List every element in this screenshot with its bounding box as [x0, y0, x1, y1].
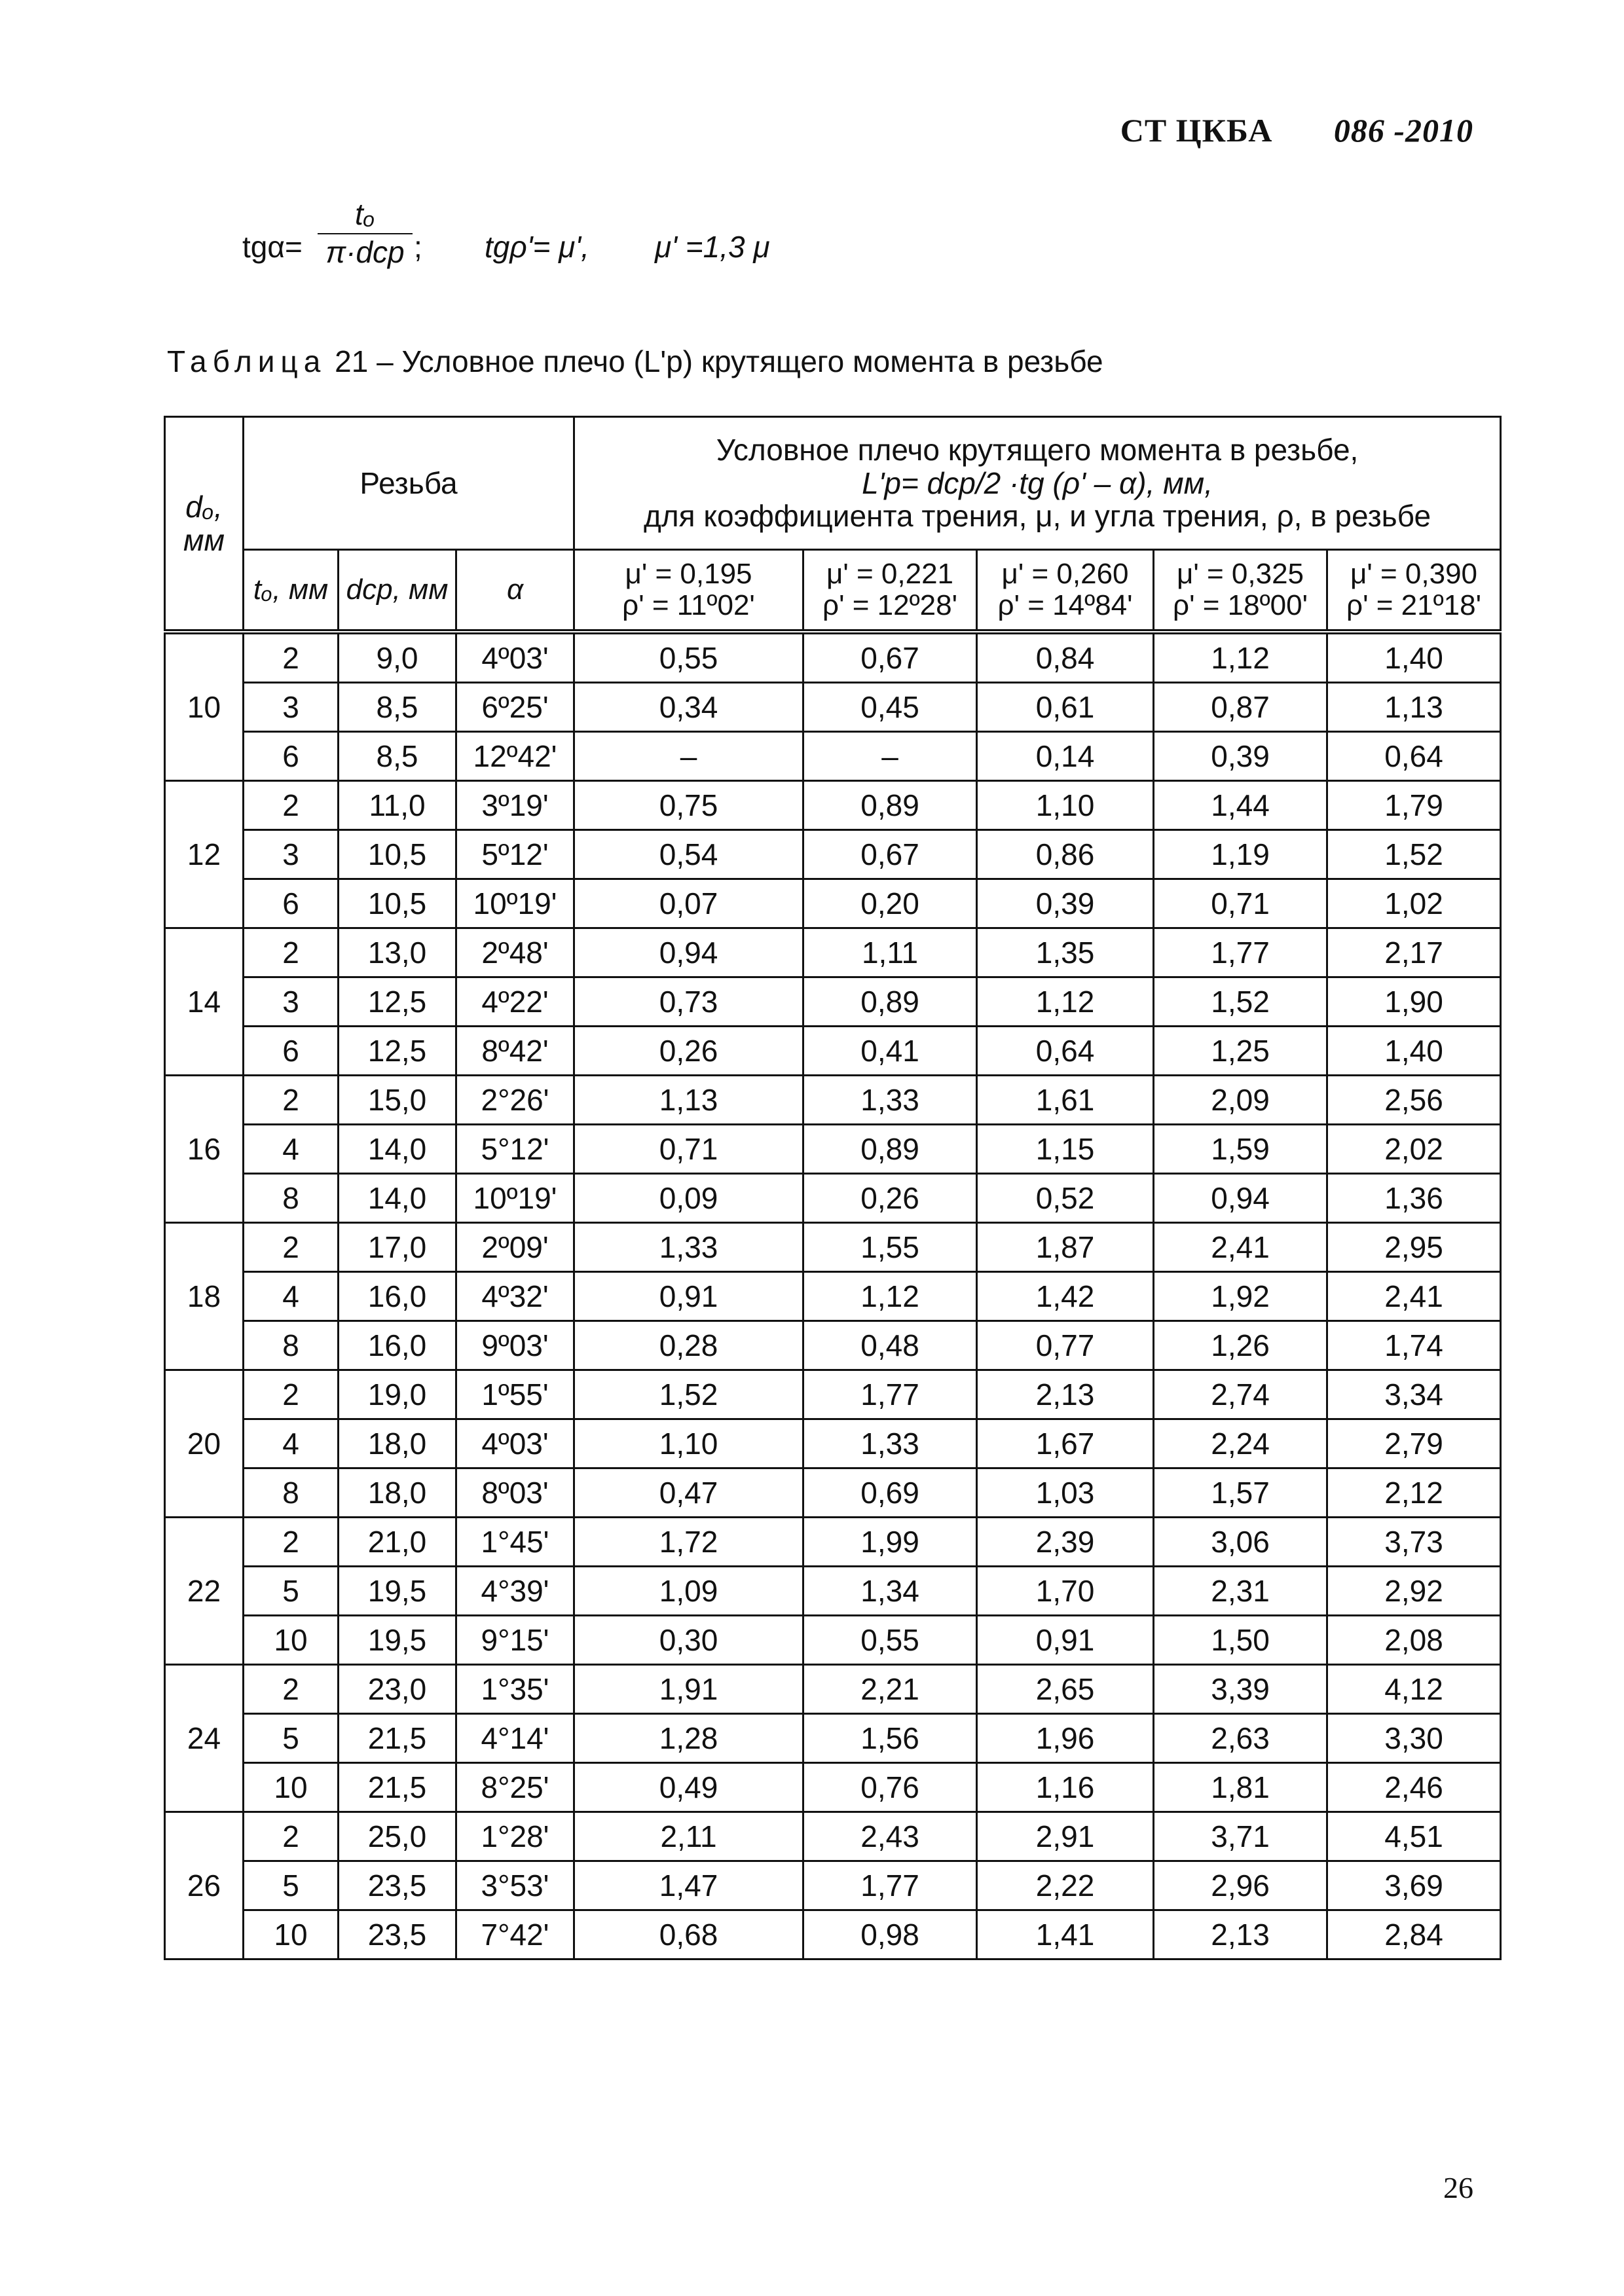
table-cell: 1,35	[977, 928, 1154, 977]
table-cell: 2,92	[1327, 1567, 1501, 1616]
table-cell: 1,36	[1327, 1174, 1501, 1223]
table-row	[165, 1812, 1501, 1861]
table-cell: 3°53'	[456, 1861, 574, 1910]
table-cell: 17,0	[339, 1223, 456, 1272]
table-cell: 1,59	[1154, 1125, 1327, 1174]
cell-d0: 20	[165, 1370, 244, 1518]
table-cell: 0,69	[803, 1468, 977, 1518]
header-col-2	[803, 550, 977, 632]
caption-label: Таблица	[167, 344, 327, 378]
table-cell: 1,09	[574, 1567, 803, 1616]
table-cell: 3º19'	[456, 781, 574, 830]
standard-number: 086 -2010	[1333, 112, 1473, 149]
table-cell: 1°28'	[456, 1812, 574, 1861]
formula-numerator: tₒ	[318, 196, 413, 234]
cell-d0: 22	[165, 1518, 244, 1665]
table-row	[165, 1321, 1501, 1370]
table-cell: 0,67	[803, 830, 977, 879]
rho-3: ρ' = 14º84'	[997, 589, 1133, 621]
table-cell: 2,41	[1154, 1223, 1327, 1272]
table-row	[165, 632, 1501, 683]
table-cell: 0,67	[803, 632, 977, 683]
formula-fraction	[318, 196, 413, 270]
table-cell: 1,77	[803, 1861, 977, 1910]
table-row	[165, 1223, 1501, 1272]
table-cell: 12,5	[339, 977, 456, 1027]
table-cell: 0,49	[574, 1763, 803, 1812]
table-cell: 12,5	[339, 1027, 456, 1076]
table-cell: 19,0	[339, 1370, 456, 1419]
table-cell: 12º42'	[456, 732, 574, 781]
table-cell: 0,61	[977, 683, 1154, 732]
table-cell: 1,12	[803, 1272, 977, 1321]
table-row	[165, 928, 1501, 977]
table-cell: 2,63	[1154, 1714, 1327, 1763]
header-lp	[574, 417, 1501, 550]
table-cell: 2	[244, 928, 339, 977]
header-col-3	[977, 550, 1154, 632]
table-row	[165, 1419, 1501, 1468]
cell-d0: 26	[165, 1812, 244, 1959]
table-cell: 0,73	[574, 977, 803, 1027]
table-cell: 2	[244, 1812, 339, 1861]
table-cell: 2	[244, 781, 339, 830]
table-cell: 10º19'	[456, 1174, 574, 1223]
table-cell: 0,55	[574, 632, 803, 683]
table-cell: 8	[244, 1174, 339, 1223]
mu-4: μ' = 0,325	[1177, 557, 1304, 590]
table-caption	[167, 344, 1103, 379]
table-row	[165, 1027, 1501, 1076]
torque-arm-table	[164, 416, 1502, 1960]
table-row	[165, 1763, 1501, 1812]
table-cell: 23,0	[339, 1665, 456, 1714]
table-cell: 4º03'	[456, 632, 574, 683]
formula-denominator: π·dср	[325, 235, 405, 269]
table-cell: 1º55'	[456, 1370, 574, 1419]
table-cell: 10	[244, 1616, 339, 1665]
table-cell: 3	[244, 830, 339, 879]
table-cell: 1,33	[803, 1076, 977, 1125]
table-cell: 1,52	[1327, 830, 1501, 879]
table-cell: 1,61	[977, 1076, 1154, 1125]
formula-tg-rho: tgρ'= μ',	[485, 230, 589, 264]
table-cell: 1,44	[1154, 781, 1327, 830]
table-cell: 8,5	[339, 683, 456, 732]
table-row	[165, 732, 1501, 781]
table-cell: 1,02	[1327, 879, 1501, 928]
table-cell: 1,33	[803, 1419, 977, 1468]
table-cell: 5°12'	[456, 1125, 574, 1174]
table-cell: 23,5	[339, 1910, 456, 1959]
table-cell: 18,0	[339, 1419, 456, 1468]
table-cell: 4º32'	[456, 1272, 574, 1321]
table-cell: 0,77	[977, 1321, 1154, 1370]
table-cell: 0,68	[574, 1910, 803, 1959]
table-cell: 1,70	[977, 1567, 1154, 1616]
table-cell: 1,40	[1327, 1027, 1501, 1076]
table-cell: 6	[244, 1027, 339, 1076]
table-cell: 3,34	[1327, 1370, 1501, 1419]
table-cell: 6º25'	[456, 683, 574, 732]
table-row	[165, 683, 1501, 732]
table-cell: 0,89	[803, 1125, 977, 1174]
table-cell: 1,99	[803, 1518, 977, 1567]
table-cell: 8º42'	[456, 1027, 574, 1076]
table-cell: 10	[244, 1910, 339, 1959]
table-cell: 1,10	[977, 781, 1154, 830]
table-cell: 1,47	[574, 1861, 803, 1910]
table-cell: 2,08	[1327, 1616, 1501, 1665]
table-cell: 5º12'	[456, 830, 574, 879]
table-cell: 0,71	[574, 1125, 803, 1174]
table-cell: 2º48'	[456, 928, 574, 977]
table-cell: 0,75	[574, 781, 803, 830]
cell-d0: 24	[165, 1665, 244, 1812]
table-cell: 19,5	[339, 1567, 456, 1616]
table-cell: 6	[244, 879, 339, 928]
table-cell: 1,34	[803, 1567, 977, 1616]
table-cell: 0,89	[803, 977, 977, 1027]
table-cell: 4,51	[1327, 1812, 1501, 1861]
table-cell: 1,13	[1327, 683, 1501, 732]
rho-4: ρ' = 18º00'	[1173, 589, 1308, 621]
table-cell: 0,84	[977, 632, 1154, 683]
table-cell: 21,5	[339, 1763, 456, 1812]
table-cell: 0,41	[803, 1027, 977, 1076]
table-row	[165, 1272, 1501, 1321]
table-body	[165, 632, 1501, 1959]
table-cell: 0,76	[803, 1763, 977, 1812]
table-cell: 2,74	[1154, 1370, 1327, 1419]
table-cell: 1°35'	[456, 1665, 574, 1714]
table-cell: 0,30	[574, 1616, 803, 1665]
table-cell: 1,91	[574, 1665, 803, 1714]
header-lp-formula: L'р= dср/2 ·tg (ρ' – α), мм,	[862, 465, 1213, 500]
table-cell: 1,92	[1154, 1272, 1327, 1321]
table-cell: 8	[244, 1468, 339, 1518]
table-cell: 23,5	[339, 1861, 456, 1910]
table-cell: 2,46	[1327, 1763, 1501, 1812]
rho-1: ρ' = 11º02'	[622, 589, 755, 621]
table-cell: 1,15	[977, 1125, 1154, 1174]
header-col-4	[1154, 550, 1327, 632]
table-cell: 2	[244, 1518, 339, 1567]
table-cell: 19,5	[339, 1616, 456, 1665]
table-cell: 1,50	[1154, 1616, 1327, 1665]
table-cell: 2,95	[1327, 1223, 1501, 1272]
table-cell: 1,41	[977, 1910, 1154, 1959]
header-subrow	[165, 550, 1501, 632]
table-cell: 2	[244, 1370, 339, 1419]
table-cell: 0,26	[574, 1027, 803, 1076]
table-row	[165, 1125, 1501, 1174]
table-cell: 1,81	[1154, 1763, 1327, 1812]
mu-1: μ' = 0,195	[625, 557, 752, 590]
table-cell: 0,39	[1154, 732, 1327, 781]
table-cell: 1,77	[1154, 928, 1327, 977]
table-cell: 0,34	[574, 683, 803, 732]
table-cell: 1,10	[574, 1419, 803, 1468]
table-cell: 8º03'	[456, 1468, 574, 1518]
formula-block	[242, 196, 1094, 301]
table-cell: 2,31	[1154, 1567, 1327, 1616]
table-cell: 0,20	[803, 879, 977, 928]
rho-5: ρ' = 21º18'	[1346, 589, 1481, 621]
table-cell: 1°45'	[456, 1518, 574, 1567]
table-cell: 10,5	[339, 830, 456, 879]
table-cell: 3,69	[1327, 1861, 1501, 1910]
table-cell: 14,0	[339, 1174, 456, 1223]
table-cell: 3,30	[1327, 1714, 1501, 1763]
table-cell: 2,02	[1327, 1125, 1501, 1174]
table-cell: 2	[244, 1665, 339, 1714]
table-cell: 2,65	[977, 1665, 1154, 1714]
table-cell: 4,12	[1327, 1665, 1501, 1714]
table-cell: 1,33	[574, 1223, 803, 1272]
table-cell: 0,91	[977, 1616, 1154, 1665]
table-cell: 2,79	[1327, 1419, 1501, 1468]
table-cell: 1,13	[574, 1076, 803, 1125]
table-cell: 0,28	[574, 1321, 803, 1370]
table-cell: 0,87	[1154, 683, 1327, 732]
table-cell: 3,06	[1154, 1518, 1327, 1567]
table-cell: 5	[244, 1861, 339, 1910]
formula-mu: μ' =1,3 μ	[655, 230, 770, 264]
standard-code: СТ ЦКБА	[1120, 112, 1273, 149]
table-cell: 1,79	[1327, 781, 1501, 830]
table-cell: 11,0	[339, 781, 456, 830]
table-cell: 7°42'	[456, 1910, 574, 1959]
table-cell: 3,71	[1154, 1812, 1327, 1861]
table-cell: 0,64	[1327, 732, 1501, 781]
table-cell: 2,39	[977, 1518, 1154, 1567]
table-cell: 1,57	[1154, 1468, 1327, 1518]
table-cell: –	[803, 732, 977, 781]
table-cell: 1,96	[977, 1714, 1154, 1763]
cell-d0: 12	[165, 781, 244, 928]
table-cell: 2°26'	[456, 1076, 574, 1125]
table-cell: 1,25	[1154, 1027, 1327, 1076]
page-number: 26	[1443, 2171, 1473, 2204]
table-cell: 1,40	[1327, 632, 1501, 683]
mu-3: μ' = 0,260	[1001, 557, 1129, 590]
table-cell: 0,71	[1154, 879, 1327, 928]
table-cell: 10	[244, 1763, 339, 1812]
table-cell: 1,90	[1327, 977, 1501, 1027]
table-cell: 9,0	[339, 632, 456, 683]
table-cell: 2,12	[1327, 1468, 1501, 1518]
table-cell: 21,0	[339, 1518, 456, 1567]
table-cell: 4°14'	[456, 1714, 574, 1763]
table-cell: 1,11	[803, 928, 977, 977]
table-cell: 2,21	[803, 1665, 977, 1714]
table-cell: 2,56	[1327, 1076, 1501, 1125]
table-cell: 6	[244, 732, 339, 781]
table-row	[165, 1616, 1501, 1665]
table-cell: 2,43	[803, 1812, 977, 1861]
header-col-5	[1327, 550, 1501, 632]
table-cell: 10,5	[339, 879, 456, 928]
header-lp-title: Условное плечо крутящего момента в резьбе,	[716, 433, 1359, 467]
document-header	[1120, 111, 1473, 149]
table-cell: 1,16	[977, 1763, 1154, 1812]
table-cell: 1,28	[574, 1714, 803, 1763]
table-cell: 4º03'	[456, 1419, 574, 1468]
table-cell: 3	[244, 977, 339, 1027]
table-cell: 1,87	[977, 1223, 1154, 1272]
cell-d0: 18	[165, 1223, 244, 1370]
table-cell: 2º09'	[456, 1223, 574, 1272]
table-cell: 15,0	[339, 1076, 456, 1125]
table-cell: 1,12	[977, 977, 1154, 1027]
cell-d0: 14	[165, 928, 244, 1076]
header-col-1	[574, 550, 803, 632]
table-cell: 1,55	[803, 1223, 977, 1272]
table-cell: 0,07	[574, 879, 803, 928]
table-cell: 13,0	[339, 928, 456, 977]
table-cell: 0,26	[803, 1174, 977, 1223]
rho-2: ρ' = 12º28'	[822, 589, 957, 621]
table-row	[165, 1861, 1501, 1910]
table-cell: 3,39	[1154, 1665, 1327, 1714]
table-cell: 2,11	[574, 1812, 803, 1861]
header-lp-sub: для коэффициента трения, μ, и угла трения, ρ, в резьбе	[643, 499, 1431, 534]
cell-d0: 10	[165, 632, 244, 781]
table-cell: 5	[244, 1714, 339, 1763]
table-cell: 2	[244, 1223, 339, 1272]
table-cell: 18,0	[339, 1468, 456, 1518]
table-cell: 1,03	[977, 1468, 1154, 1518]
table-cell: 16,0	[339, 1321, 456, 1370]
table-cell: –	[574, 732, 803, 781]
table-cell: 8	[244, 1321, 339, 1370]
table-row	[165, 781, 1501, 830]
table-cell: 2,09	[1154, 1076, 1327, 1125]
table-cell: 9º03'	[456, 1321, 574, 1370]
table-cell: 9°15'	[456, 1616, 574, 1665]
table-cell: 1,19	[1154, 830, 1327, 879]
table-row	[165, 879, 1501, 928]
table-cell: 1,52	[1154, 977, 1327, 1027]
table-cell: 1,26	[1154, 1321, 1327, 1370]
table-cell: 14,0	[339, 1125, 456, 1174]
table-row	[165, 1468, 1501, 1518]
mu-5: μ' = 0,390	[1350, 557, 1478, 590]
caption-text: 21 – Условное плечо (L'р) крутящего момента в резьбе	[326, 344, 1103, 378]
table-cell: 4°39'	[456, 1567, 574, 1616]
table-cell: 2,13	[977, 1370, 1154, 1419]
table-cell: 1,12	[1154, 632, 1327, 683]
table-cell: 4	[244, 1419, 339, 1468]
table-cell: 0,55	[803, 1616, 977, 1665]
table-cell: 0,89	[803, 781, 977, 830]
table-cell: 0,45	[803, 683, 977, 732]
table-cell: 3,73	[1327, 1518, 1501, 1567]
table-cell: 2,91	[977, 1812, 1154, 1861]
table-cell: 4	[244, 1272, 339, 1321]
table-cell: 2,17	[1327, 928, 1501, 977]
table-cell: 8°25'	[456, 1763, 574, 1812]
table-row	[165, 830, 1501, 879]
table-cell: 21,5	[339, 1714, 456, 1763]
table-cell: 4	[244, 1125, 339, 1174]
table-cell: 16,0	[339, 1272, 456, 1321]
table-cell: 0,94	[574, 928, 803, 977]
table-cell: 2,22	[977, 1861, 1154, 1910]
table-cell: 0,86	[977, 830, 1154, 879]
table-cell: 1,42	[977, 1272, 1154, 1321]
table-row	[165, 977, 1501, 1027]
table-cell: 1,67	[977, 1419, 1154, 1468]
table-row	[165, 1174, 1501, 1223]
header-dcp: dср, мм	[339, 550, 456, 632]
table-cell: 2,24	[1154, 1419, 1327, 1468]
table-cell: 1,77	[803, 1370, 977, 1419]
table-row	[165, 1518, 1501, 1567]
table-cell: 2	[244, 1076, 339, 1125]
table-cell: 3	[244, 683, 339, 732]
table-cell: 5	[244, 1567, 339, 1616]
table-row	[165, 1910, 1501, 1959]
table-cell: 10º19'	[456, 879, 574, 928]
table-cell: 0,91	[574, 1272, 803, 1321]
table-cell: 4º22'	[456, 977, 574, 1027]
table-cell: 8,5	[339, 732, 456, 781]
table-cell: 0,54	[574, 830, 803, 879]
table-cell: 1,52	[574, 1370, 803, 1419]
table-cell: 2	[244, 632, 339, 683]
table-cell: 0,47	[574, 1468, 803, 1518]
header-t0: tₒ, мм	[244, 550, 339, 632]
table-cell: 2,13	[1154, 1910, 1327, 1959]
table-row	[165, 1076, 1501, 1125]
table-cell: 2,41	[1327, 1272, 1501, 1321]
header-thread: Резьба	[244, 417, 574, 550]
table-cell: 2,96	[1154, 1861, 1327, 1910]
header-alpha: α	[456, 550, 574, 632]
header-d0: dₒ, мм	[165, 417, 244, 632]
formula-semicolon: ;	[414, 230, 422, 264]
table-row	[165, 1567, 1501, 1616]
cell-d0: 16	[165, 1076, 244, 1223]
table-cell: 0,14	[977, 732, 1154, 781]
table-cell: 0,98	[803, 1910, 977, 1959]
table-cell: 0,52	[977, 1174, 1154, 1223]
table-row	[165, 1370, 1501, 1419]
mu-2: μ' = 0,221	[826, 557, 954, 590]
table-cell: 0,48	[803, 1321, 977, 1370]
table-cell: 25,0	[339, 1812, 456, 1861]
table-cell: 0,09	[574, 1174, 803, 1223]
table-cell: 0,64	[977, 1027, 1154, 1076]
table-cell: 0,94	[1154, 1174, 1327, 1223]
formula-lhs: tgα=	[242, 230, 303, 264]
table-cell: 0,39	[977, 879, 1154, 928]
table-cell: 1,74	[1327, 1321, 1501, 1370]
table-row	[165, 1665, 1501, 1714]
table-cell: 1,56	[803, 1714, 977, 1763]
table-cell: 2,84	[1327, 1910, 1501, 1959]
table-cell: 1,72	[574, 1518, 803, 1567]
table-row	[165, 1714, 1501, 1763]
